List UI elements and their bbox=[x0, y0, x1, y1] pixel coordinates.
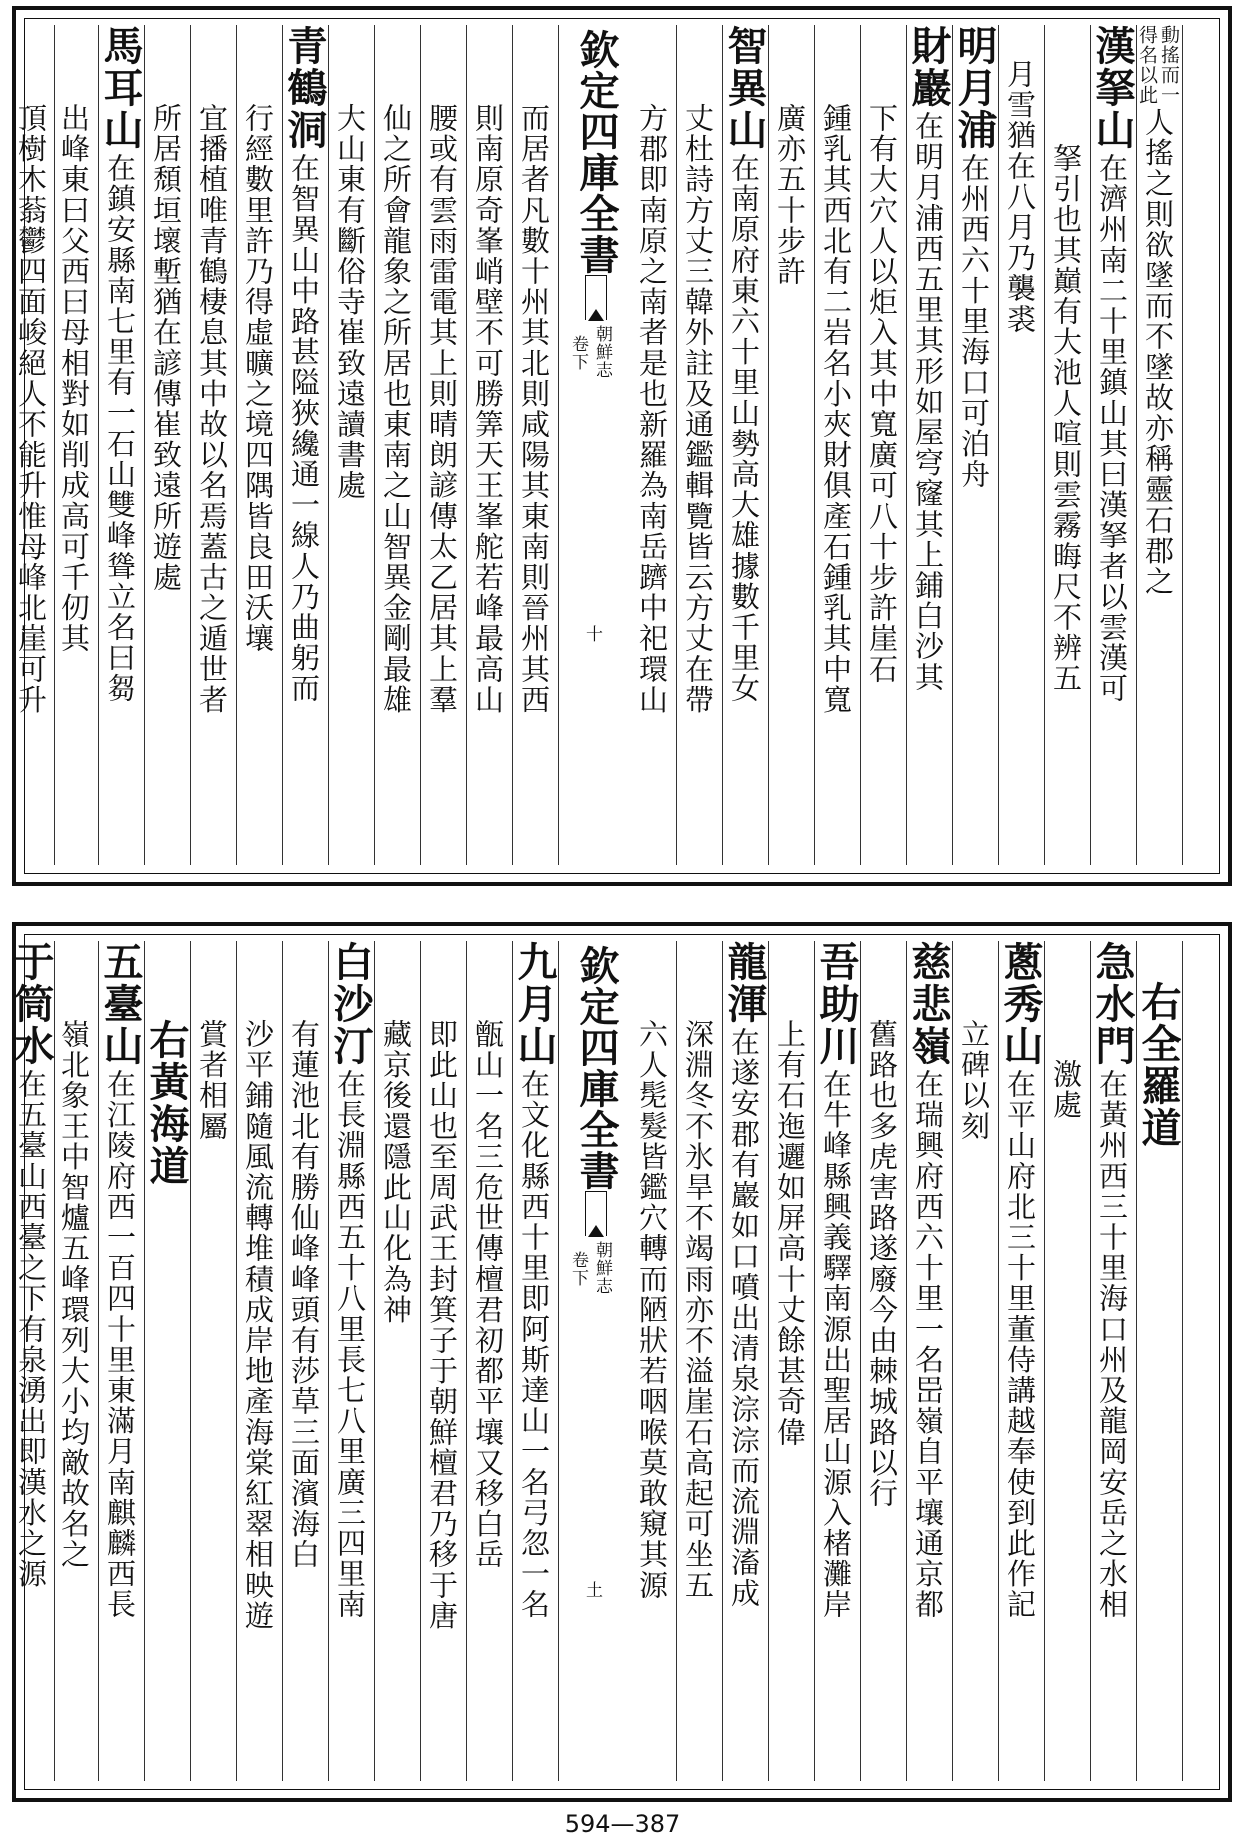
overflow-holder bbox=[18, 40, 19, 41]
column-text: 則南原奇峯峭壁不可勝筭天王峯舵若峰最高山 bbox=[471, 103, 505, 715]
entry-heading: 九月山 bbox=[511, 941, 558, 1067]
column bbox=[237, 25, 279, 865]
column-text: 嶺北象王中智爐五峰環列大小均敵故名之 bbox=[57, 1019, 91, 1570]
column-text: 鍾乳其西北有二岩名小夾財俱產石鍾乳其中寬 bbox=[819, 103, 853, 715]
column-text: 在濟州南二十里鎮山其曰漢拏者以雲漢可 bbox=[1095, 153, 1129, 704]
column bbox=[905, 941, 952, 1781]
column-text: 行經數里許乃得虛曠之境四隅皆良田沃壤 bbox=[241, 103, 275, 654]
column-text: 即此山也至周武王封箕子于朝鮮檀君乃移于唐 bbox=[425, 1019, 459, 1631]
column bbox=[467, 25, 509, 865]
column-text: 在牛峰縣興義驛南源出聖居山源入楮灘岸 bbox=[819, 1069, 853, 1620]
column-text: 立碑以刻 bbox=[957, 1019, 991, 1142]
column bbox=[281, 25, 328, 865]
column-text: 大山東有斷俗寺崔致遠讀書處 bbox=[333, 103, 367, 501]
column bbox=[1137, 25, 1179, 865]
banner bbox=[565, 25, 625, 865]
banner bbox=[565, 941, 625, 1781]
entry-heading: 五臺山 bbox=[97, 941, 144, 1067]
column bbox=[1089, 941, 1136, 1781]
entry-heading: 馬耳山 bbox=[97, 25, 144, 151]
entry-heading: 明月浦 bbox=[951, 25, 998, 151]
annotation-small-text: 得名以此 bbox=[1136, 25, 1158, 105]
column bbox=[953, 941, 995, 1781]
column-text: 而居者凡數十州其北則咸陽其東南則晉州其西 bbox=[517, 103, 551, 715]
entry-heading: 青鶴洞 bbox=[281, 25, 328, 151]
column bbox=[813, 941, 860, 1781]
book-label: 朝鮮志 bbox=[592, 325, 612, 379]
entry-heading: 龍渾 bbox=[721, 941, 768, 1025]
column bbox=[631, 941, 673, 1781]
column-text: 在瑞興府西六十里一名岊嶺自平壤通京都 bbox=[911, 1069, 945, 1620]
column-text: 人搖之則欲墜而不墜故亦稱靈石郡之 bbox=[1141, 107, 1175, 597]
column bbox=[283, 941, 325, 1781]
column-text: 在南原府東六十里山勢高大雄據數千里女 bbox=[727, 153, 761, 704]
volume-label: 卷下 bbox=[568, 1251, 588, 1287]
column bbox=[1135, 941, 1182, 1781]
entry-heading: 急水門 bbox=[1089, 941, 1136, 1067]
column-text: 下有大穴人以炬入其中寬廣可八十步許崖石 bbox=[865, 103, 899, 685]
entry-heading: 慈悲嶺 bbox=[905, 941, 952, 1067]
column-text: 所居頹垣壞塹猶在諺傳崔致遠所遊處 bbox=[149, 103, 183, 593]
column-text: 六人髧髮皆鑑穴轉而陋狀若咽喉莫敢窺其源 bbox=[635, 1019, 669, 1601]
annotation-pair bbox=[1137, 25, 1179, 105]
entry-heading: 吾助川 bbox=[813, 941, 860, 1067]
column bbox=[511, 941, 558, 1781]
column-text: 在平山府北三十里董侍講越奉使到此作記 bbox=[1003, 1069, 1037, 1620]
entry-heading: 智異山 bbox=[721, 25, 768, 151]
column bbox=[769, 25, 811, 865]
book-label: 朝鮮志 bbox=[592, 1241, 612, 1295]
column bbox=[513, 25, 555, 865]
column bbox=[97, 25, 144, 865]
entry-heading: 于筒水 bbox=[8, 941, 55, 1067]
volume-label: 卷下 bbox=[568, 335, 588, 371]
annotation-small-text: 動搖而一 bbox=[1158, 25, 1180, 105]
bottom-page bbox=[8, 922, 1232, 1802]
column bbox=[905, 25, 952, 865]
entry-heading: 財巖 bbox=[905, 25, 952, 109]
column bbox=[1045, 941, 1087, 1781]
column bbox=[8, 941, 55, 1781]
column bbox=[53, 941, 95, 1781]
entry-heading: 蔥秀山 bbox=[997, 941, 1044, 1067]
column-text: 深淵冬不氷旱不竭雨亦不溢崖石高起可坐五 bbox=[681, 1019, 715, 1601]
column-text: 廣亦五十步許 bbox=[773, 103, 807, 287]
folio-number: 十 bbox=[582, 625, 602, 643]
column bbox=[721, 941, 768, 1781]
column-text: 在五臺山西臺之下有泉湧出即漢水之源 bbox=[14, 1069, 48, 1590]
column-text: 月雪猶在八月乃襲裘 bbox=[1003, 59, 1037, 335]
column bbox=[375, 941, 417, 1781]
top-page-frame bbox=[14, 18, 1220, 874]
column bbox=[467, 941, 509, 1781]
column-text: 在江陵府西一百四十里東滿月南麒麟西長 bbox=[103, 1069, 137, 1620]
column bbox=[1045, 25, 1087, 865]
fishtail-mark bbox=[585, 1191, 607, 1236]
entry-heading: 白沙汀 bbox=[327, 941, 374, 1067]
column bbox=[375, 25, 417, 865]
column bbox=[145, 25, 187, 865]
column-text: 藏京後還隱此山化為神 bbox=[379, 1019, 413, 1325]
column-text: 在智異山中路甚隘狹纔通一線人乃曲躬而 bbox=[287, 153, 321, 704]
column-text: 有蓮池北有勝仙峰峰頭有莎草三面濱海白 bbox=[287, 1019, 321, 1570]
column-text: 方郡即南原之南者是也新羅為南岳躋中祀環山 bbox=[635, 103, 669, 715]
column-text: 在黃州西三十里海口州及龍岡安岳之水相 bbox=[1095, 1069, 1129, 1620]
column bbox=[769, 941, 811, 1781]
column-text: 仙之所會龍象之所居也東南之山智異金剛最雄 bbox=[379, 103, 413, 715]
column-text: 腰或有雲雨雷電其上則晴朗諺傳太乙居其上羣 bbox=[425, 103, 459, 715]
column bbox=[861, 941, 903, 1781]
column-text: 在文化縣西十里即阿斯達山一名弓忽一名 bbox=[517, 1069, 551, 1620]
column-text: 舊路也多虎害路遂廢今由棘城路以行 bbox=[865, 1019, 899, 1509]
column bbox=[997, 941, 1044, 1781]
column-text: 頂樹木蓊鬱四面峻絕人不能升惟母峰北崖可升 bbox=[14, 103, 48, 715]
folio-number: 土 bbox=[582, 1581, 602, 1599]
column bbox=[11, 25, 51, 865]
column bbox=[327, 941, 374, 1781]
section-heading: 右黃海道 bbox=[143, 1019, 190, 1187]
column bbox=[237, 941, 279, 1781]
entry-heading: 漢拏山 bbox=[1089, 25, 1136, 151]
banner-title: 欽定四庫全書 bbox=[573, 29, 620, 275]
column-text: 上有石迤邐如屏高十丈餘甚奇偉 bbox=[773, 1019, 807, 1448]
column-text: 在鎮安縣南七里有一石山雙峰聳立名曰芻 bbox=[103, 153, 137, 704]
column bbox=[677, 941, 719, 1781]
column-text: 在州西六十里海口可泊舟 bbox=[957, 153, 991, 490]
column-text: 出峰東曰父西曰母相對如削成高可千仞其 bbox=[57, 103, 91, 654]
column-text: 拏引也其巔有大池人喧則雲霧晦尺不辨五 bbox=[1049, 143, 1083, 694]
column-text: 在長淵縣西五十八里長七八里廣三四里南 bbox=[333, 1069, 367, 1620]
column-text: 在明月浦西五里其形如屋穹窿其上鋪白沙其 bbox=[911, 111, 945, 693]
banner-title: 欽定四庫全書 bbox=[573, 945, 620, 1191]
column bbox=[143, 941, 190, 1781]
column-text: 丈杜詩方丈三韓外註及通鑑輯覽皆云方丈在帶 bbox=[681, 103, 715, 715]
column bbox=[191, 941, 233, 1781]
column bbox=[53, 25, 95, 865]
page-number: 594—387 bbox=[564, 1810, 681, 1838]
column-text: 甑山一名三危世傳檀君初都平壤又移白岳 bbox=[471, 1019, 505, 1570]
column-text: 宜播植唯青鶴棲息其中故以名焉蓋古之遁世者 bbox=[195, 103, 229, 715]
column bbox=[421, 25, 463, 865]
section-heading: 右全羅道 bbox=[1135, 981, 1182, 1149]
column-text: 賞者相屬 bbox=[195, 1019, 229, 1142]
column-text: 在遂安郡有巖如口噴出清泉淙淙而流淵滀成 bbox=[727, 1027, 761, 1609]
column bbox=[97, 941, 144, 1781]
fishtail-mark bbox=[585, 275, 607, 320]
column bbox=[191, 25, 233, 865]
column bbox=[721, 25, 768, 865]
column bbox=[951, 25, 998, 865]
column-text: 激處 bbox=[1049, 1059, 1083, 1121]
column bbox=[861, 25, 903, 865]
top-page bbox=[12, 6, 1232, 886]
column bbox=[815, 25, 857, 865]
column-text: 沙平鋪隨風流轉堆積成岸地產海棠紅翠相映遊 bbox=[241, 1019, 275, 1631]
column bbox=[677, 25, 719, 865]
column bbox=[1089, 25, 1136, 865]
column bbox=[329, 25, 371, 865]
column bbox=[999, 25, 1041, 865]
column bbox=[631, 25, 673, 865]
column bbox=[421, 941, 463, 1781]
bottom-page-frame bbox=[8, 934, 1220, 1790]
